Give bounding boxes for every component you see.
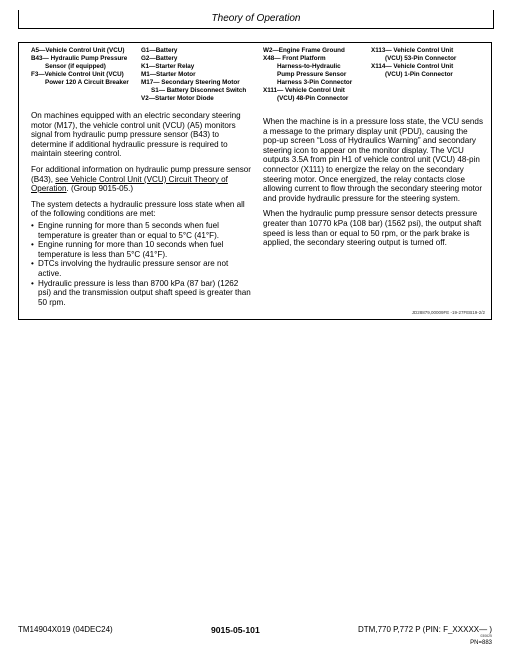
legend-item: B43— Hydraulic Pump Pressure: [31, 55, 128, 62]
legend-item: X114— Vehicle Control Unit: [371, 63, 454, 70]
list-item: • Engine running for more than 5 seconds when fuel temperature is greater than or equal to 5°C (41°F).: [31, 221, 253, 240]
output-off-paragraph: When the hydraulic pump pressure sensor detects pressure greater than 10770 kPa (108 bar) (1562 psi), the output shaft speed is less than or equal to 50 rpm, or the park brake is applied, the secondary steering output is turned off.: [263, 209, 482, 248]
legend-item: W2—Engine Frame Ground: [263, 47, 345, 54]
legend-item: Harness-to-Hydraulic: [277, 63, 341, 70]
footer-model-info: DTM,770 P,772 P (PIN: F_XXXXX— ): [358, 625, 492, 634]
legend-column-1: [31, 47, 129, 87]
circuit-theory-link[interactable]: see Vehicle Control Unit (VCU) Circuit Theory of Operation: [31, 174, 228, 194]
legend-item: A5—Vehicle Control Unit (VCU): [31, 47, 125, 54]
legend-item: K1—Starter Relay: [141, 63, 195, 70]
legend-column-2: [141, 47, 246, 103]
list-item: • Hydraulic pressure is less than 8700 kPa (87 bar) (1262 psi) and the transmission output shaft speed is greater than 50 rpm.: [31, 279, 253, 308]
header-title: Theory of Operation: [211, 13, 301, 24]
right-text-column: [263, 117, 485, 254]
legend-item: (VCU) 53-Pin Connector: [385, 55, 457, 62]
reference-code: JD28879,00009FE -19-27FEB19-2/2: [411, 310, 485, 315]
list-item: • Engine running for more than 10 seconds when fuel temperature is less than 5°C (41°F).: [31, 240, 253, 259]
conditions-paragraph: The system detects a hydraulic pressure loss state when all of the following conditions are met:: [31, 199, 245, 219]
legend-item: (VCU) 1-Pin Connector: [385, 71, 453, 78]
legend-column-3: [263, 47, 352, 103]
legend-item: X48— Front Platform: [263, 55, 326, 62]
page-header: [18, 10, 494, 29]
reference-text: For additional information on hydraulic pump pressure sensor (B43),: [31, 164, 251, 184]
content-box: [18, 42, 492, 320]
footer-pn: PN=883: [470, 640, 492, 646]
legend-item: Harness 3-Pin Connector: [277, 79, 353, 86]
pressure-loss-paragraph: When the machine is in a pressure loss state, the VCU sends a message to the primary display unit (PDU), causing the pop-up screen “Loss of Hydraulics Warning” and secondary steering icon to appear on the monitor display. The VCU outputs 3.5A from pin H1 of vehicle control unit (VCU) 48-pin connector (X111) to energize the relay on the secondary steering motor. Once energized, the relay contacts close allowing current to flow through the secondary steering motor and provide hydraulic pressure for the steering system.: [263, 117, 483, 203]
reference-group: . (Group 9015-05.): [66, 184, 134, 194]
legend-item: F3—Vehicle Control Unit (VCU): [31, 71, 124, 78]
list-item: • DTCs involving the hydraulic pressure sensor are not active.: [31, 259, 253, 278]
legend-item: G2—Battery: [141, 55, 178, 62]
legend-item: X113— Vehicle Control Unit: [371, 47, 454, 54]
legend-item: V2—Starter Motor Diode: [141, 95, 214, 102]
legend-item: Pump Pressure Sensor: [277, 71, 347, 78]
conditions-list: [31, 221, 253, 307]
legend-column-4: [371, 47, 456, 79]
reference-paragraph: [31, 165, 253, 194]
legend-item: Sensor (if equipped): [45, 63, 106, 70]
legend-item: S1— Battery Disconnect Switch: [151, 87, 247, 94]
legend-item: Power 120 A Circuit Breaker: [45, 79, 129, 86]
footer-page-number: 9015-05-101: [211, 625, 260, 635]
legend-item: M1—Starter Motor: [141, 71, 196, 78]
footer-code: 030625: [480, 634, 492, 638]
legend-item: M17— Secondary Steering Motor: [141, 79, 240, 86]
legend-item: X111— Vehicle Control Unit: [263, 87, 345, 94]
legend-item: (VCU) 48-Pin Connector: [277, 95, 349, 102]
legend-item: G1—Battery: [141, 47, 178, 54]
intro-paragraph: On machines equipped with an electric secondary steering motor (M17), the vehicle control unit (VCU) (A5) monitors signal from hydraulic pump pressure sensor (B43) to determine if additional hydraulic pressure is required to maintain steering control.: [31, 111, 241, 159]
left-text-column: [31, 111, 253, 307]
footer-manual-id: TM14904X019 (04DEC24): [18, 625, 113, 634]
